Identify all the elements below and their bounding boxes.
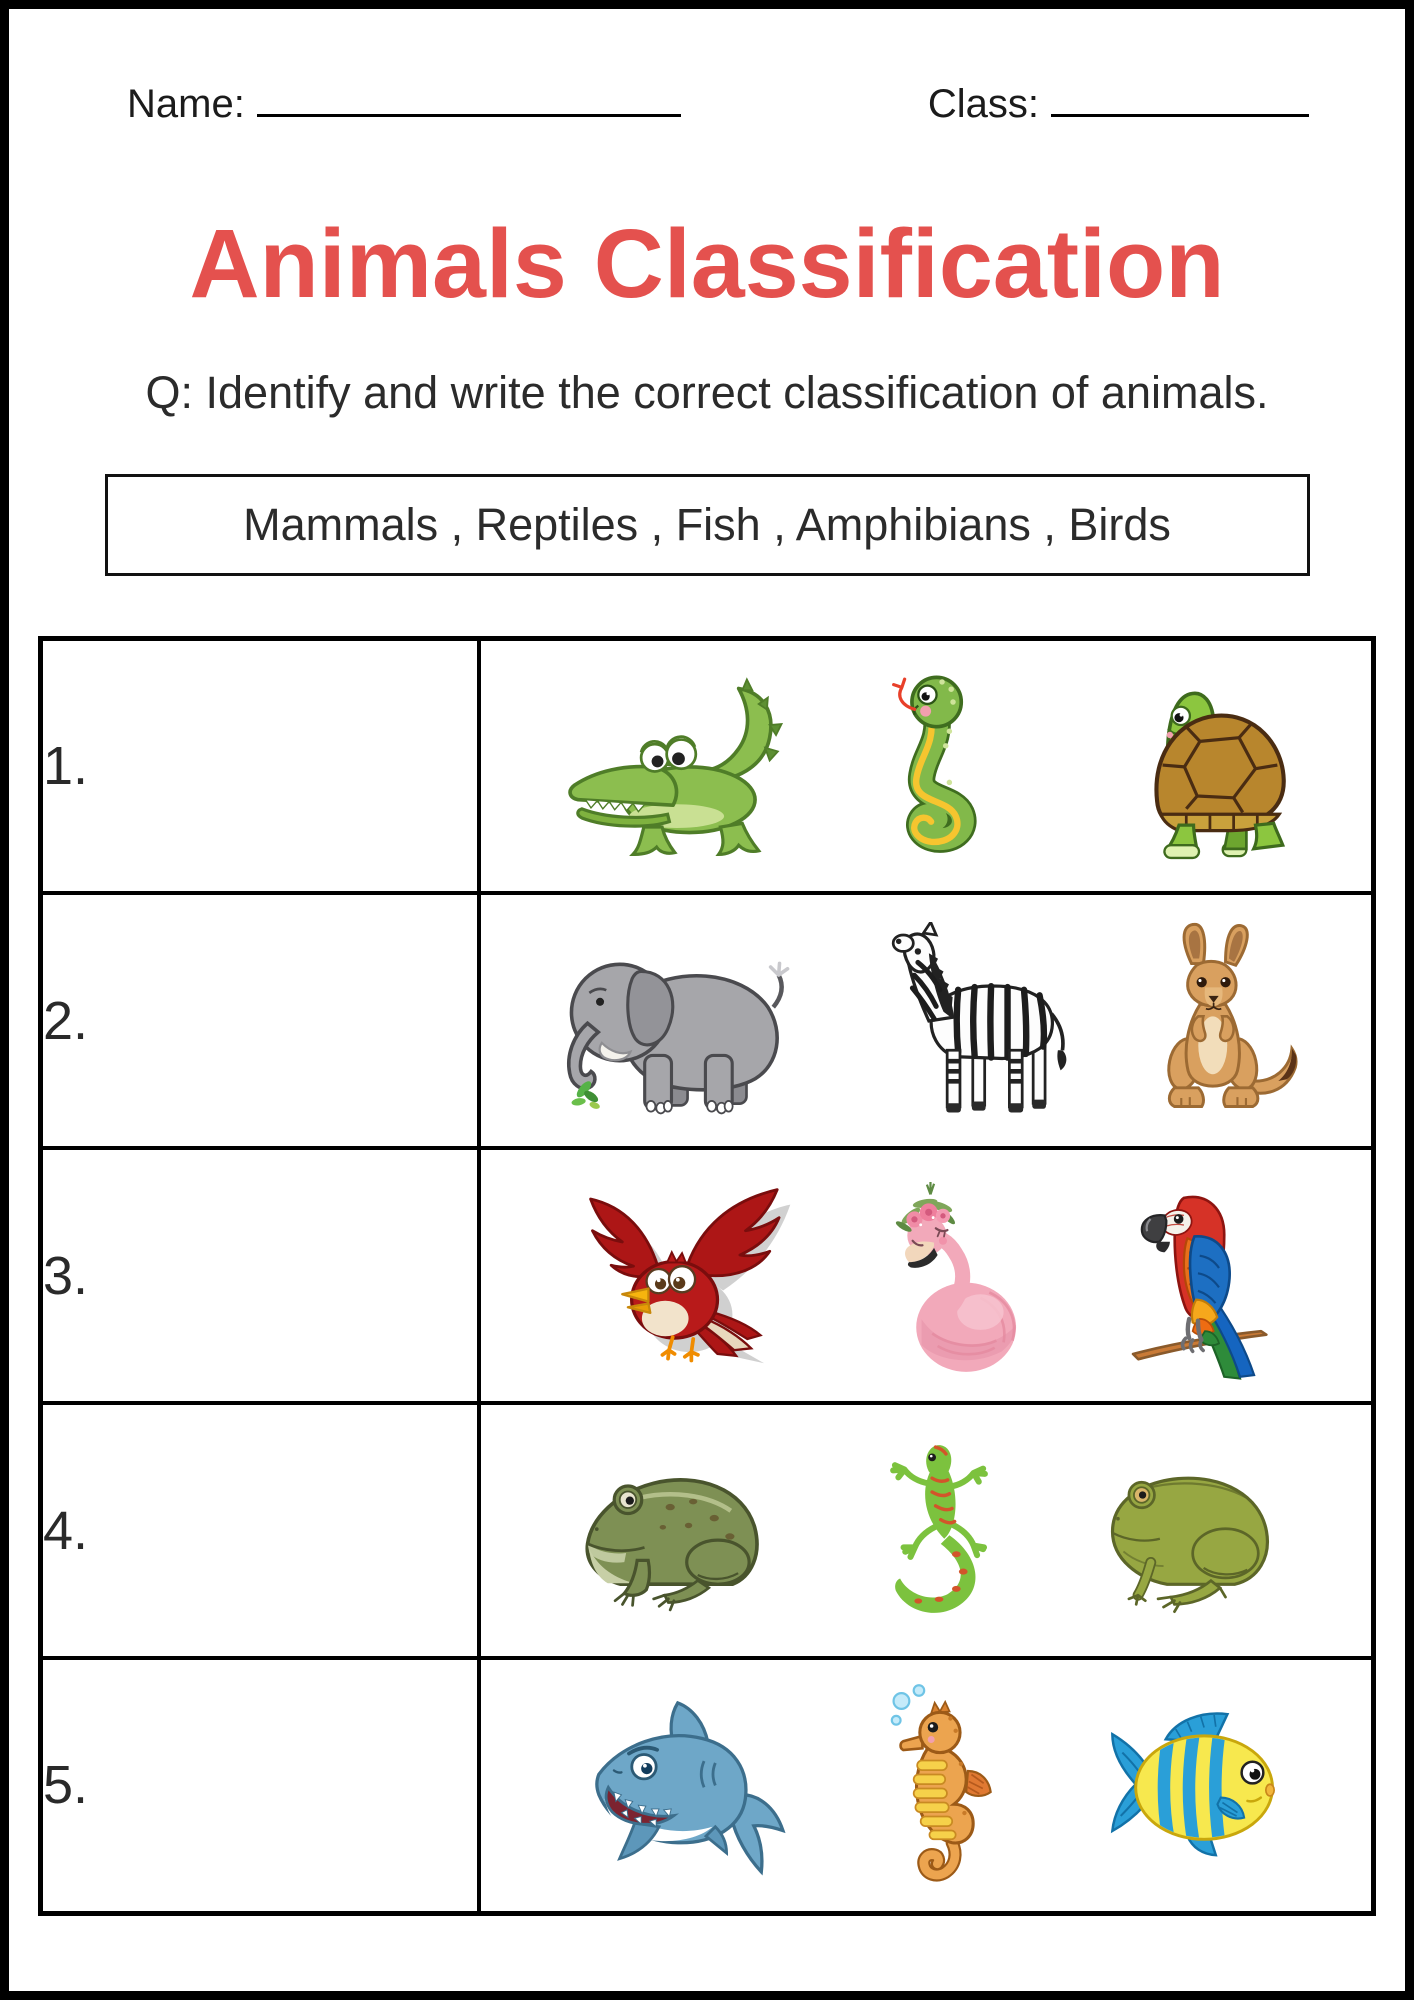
row-animals-cell	[479, 1403, 1374, 1658]
seahorse-icon	[875, 1680, 1011, 1890]
header-row	[9, 9, 1405, 127]
kangaroo-icon	[1137, 921, 1303, 1121]
turtle-icon	[1077, 663, 1291, 868]
crocodile-icon	[560, 661, 797, 871]
table-row	[41, 1658, 1374, 1913]
gecko-icon	[856, 1433, 1016, 1628]
row-number-cell: 5.	[41, 1658, 479, 1913]
classification-table	[38, 636, 1376, 1916]
row-animals-cell	[479, 638, 1374, 893]
red-bird-icon	[568, 1171, 797, 1381]
table-row	[41, 893, 1374, 1148]
class-field	[928, 79, 1309, 127]
question-text: Q: Identify and write the correct classification of animals.	[145, 367, 1269, 418]
class-label: Class:	[927, 82, 1039, 126]
tropical-fish-icon	[1089, 1704, 1285, 1867]
flamingo-icon	[877, 1171, 1033, 1381]
row-animals-cell	[479, 893, 1374, 1148]
row-number-cell: 3.	[41, 1148, 479, 1403]
toad-icon	[560, 1441, 785, 1620]
name-label: Name:	[127, 82, 245, 126]
table-row	[41, 1403, 1374, 1658]
page-title: Animals Classification	[189, 209, 1225, 318]
zebra-icon	[863, 922, 1078, 1119]
macaw-parrot-icon	[1112, 1168, 1283, 1383]
snake-icon	[869, 658, 1006, 873]
row-animals-cell	[479, 1148, 1374, 1403]
elephant-icon	[548, 925, 803, 1117]
table-row	[41, 1148, 1374, 1403]
shark-icon	[567, 1684, 797, 1886]
table-row	[41, 638, 1374, 893]
class-blank-line	[1051, 79, 1309, 117]
word-bank-box: Mammals , Reptiles , Fish , Amphibians , Birds	[105, 474, 1310, 576]
name-blank-line	[257, 79, 681, 117]
row-number-cell: 1.	[41, 638, 479, 893]
name-field	[127, 79, 681, 127]
row-number-cell: 2.	[41, 893, 479, 1148]
row-number-cell: 4.	[41, 1403, 479, 1658]
row-animals-cell	[479, 1658, 1374, 1913]
frog-icon	[1087, 1442, 1292, 1620]
